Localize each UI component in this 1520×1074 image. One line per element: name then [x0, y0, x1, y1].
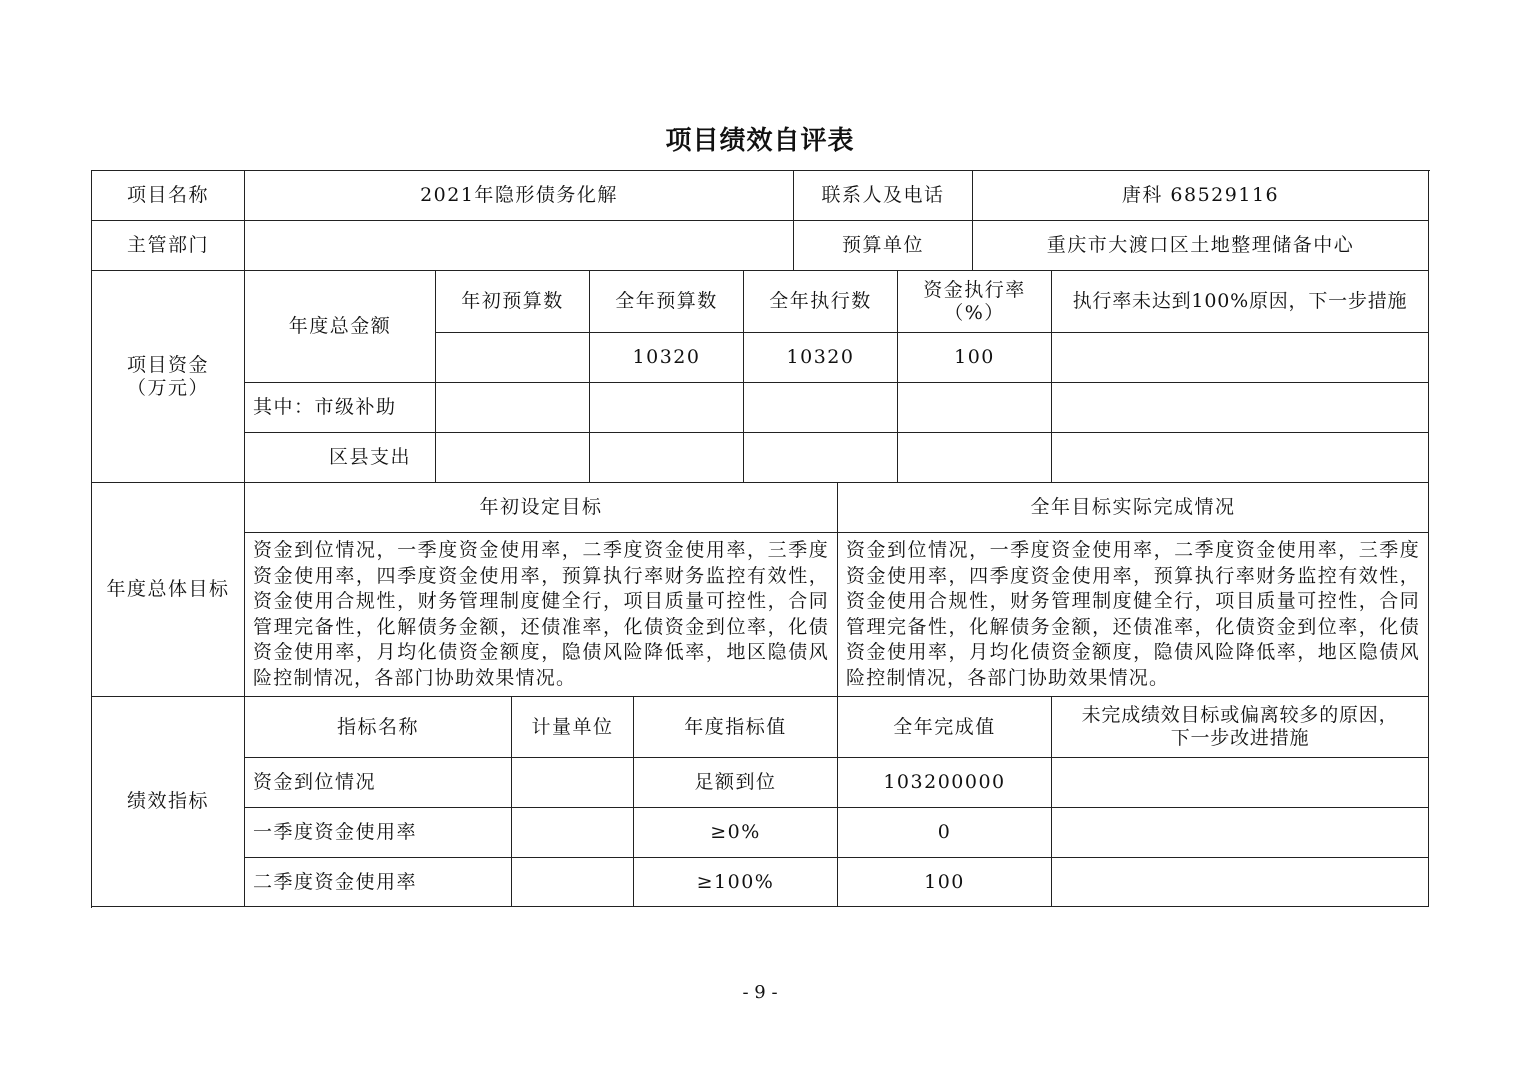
funds-header-reason: 执行率未达到100%原因，下一步措施: [1052, 271, 1429, 333]
indicator-row-unit: [512, 808, 634, 858]
indicator-header-target: 年度指标值: [634, 697, 838, 758]
indicator-row-actual: 103200000: [838, 758, 1052, 808]
indicator-row-actual: 0: [838, 808, 1052, 858]
goals-set-text: 资金到位情况，一季度资金使用率，二季度资金使用率，三季度资金使用率，四季度资金使用率，预算执行率财务监控有效性，资金使用合规性，财务管理制度健全行，项目质量可控性，合同管理完备性，化解债务金额，还债准率，化债资金到位率，化债资金使用率，月均化债资金额度，隐债风险降低率，地区隐债风险控制情况，各部门协助效果情况。: [245, 533, 838, 697]
contact-label: 联系人及电话: [794, 171, 973, 221]
goals-actual-text: 资金到位情况，一季度资金使用率，二季度资金使用率，三季度资金使用率，四季度资金使用率，预算执行率财务监控有效性，资金使用合规性，财务管理制度健全行，项目质量可控性，合同管理完备性，化解债务金额，还债准率，化债资金到位率，化债资金使用率，月均化债资金额度，隐债风险降低率，地区隐债风险控制情况，各部门协助效果情况。: [838, 533, 1429, 697]
indicator-header-name: 指标名称: [245, 697, 512, 758]
funds-value-full-budget: 10320: [590, 333, 744, 383]
budget-unit-value: 重庆市大渡口区土地整理储备中心: [973, 221, 1429, 271]
page-number: - 9 -: [742, 982, 778, 1003]
indicator-header-reason: [1052, 697, 1429, 758]
funds-header-rate-line2: （%）: [944, 301, 1005, 324]
funds-value-rate: 100: [898, 333, 1052, 383]
goals-label: 年度总体目标: [92, 483, 245, 697]
dept-value: [245, 221, 794, 271]
district-spend-reason: [1052, 433, 1429, 483]
city-subsidy-initial: [436, 383, 590, 433]
indicator-row-reason: [1052, 858, 1429, 907]
project-name-value: 2021年隐形债务化解: [245, 171, 794, 221]
funds-header-rate: [898, 271, 1052, 333]
annual-total-label: 年度总金额: [245, 271, 436, 383]
city-subsidy-full-budget: [590, 383, 744, 433]
funds-header-executed: 全年执行数: [744, 271, 898, 333]
district-spend-label: 区县支出: [245, 433, 436, 483]
funds-value-executed: 10320: [744, 333, 898, 383]
contact-value: 唐科 68529116: [973, 171, 1429, 221]
indicator-row-reason: [1052, 758, 1429, 808]
evaluation-table: [91, 170, 1430, 908]
budget-unit-label: 预算单位: [794, 221, 973, 271]
indicator-header-reason-line2: 下一步改进措施: [1170, 727, 1310, 749]
goals-actual-header: 全年目标实际完成情况: [838, 483, 1429, 533]
city-subsidy-reason: [1052, 383, 1429, 433]
city-subsidy-rate: [898, 383, 1052, 433]
city-subsidy-label: 其中：市级补助: [245, 383, 436, 433]
indicators-label: 绩效指标: [92, 697, 245, 907]
indicator-row-name: 一季度资金使用率: [245, 808, 512, 858]
district-spend-initial: [436, 433, 590, 483]
funds-header-rate-line1: 资金执行率: [923, 278, 1026, 301]
project-name-label: 项目名称: [92, 171, 245, 221]
district-spend-full-budget: [590, 433, 744, 483]
indicator-row-name: 资金到位情况: [245, 758, 512, 808]
dept-label: 主管部门: [92, 221, 245, 271]
funds-value-reason: [1052, 333, 1429, 383]
indicator-row-reason: [1052, 808, 1429, 858]
district-spend-executed: [744, 433, 898, 483]
funds-value-initial: [436, 333, 590, 383]
goals-set-header: 年初设定目标: [245, 483, 838, 533]
indicator-row-target: ≥100%: [634, 858, 838, 907]
indicator-row-unit: [512, 758, 634, 808]
indicator-row-actual: 100: [838, 858, 1052, 907]
indicator-row-target: 足额到位: [634, 758, 838, 808]
indicator-row-unit: [512, 858, 634, 907]
funds-label-line2: （万元）: [126, 376, 209, 399]
indicator-header-actual: 全年完成值: [838, 697, 1052, 758]
indicator-header-unit: 计量单位: [512, 697, 634, 758]
funds-header-initial: 年初预算数: [436, 271, 590, 333]
funds-label-line1: 项目资金: [126, 353, 209, 376]
funds-header-full-budget: 全年预算数: [590, 271, 744, 333]
page-title: 项目绩效自评表: [665, 126, 855, 156]
district-spend-rate: [898, 433, 1052, 483]
funds-label: [92, 271, 245, 483]
indicator-header-reason-line1: 未完成绩效目标或偏离较多的原因，: [1081, 704, 1399, 726]
indicator-row-name: 二季度资金使用率: [245, 858, 512, 907]
city-subsidy-executed: [744, 383, 898, 433]
indicator-row-target: ≥0%: [634, 808, 838, 858]
